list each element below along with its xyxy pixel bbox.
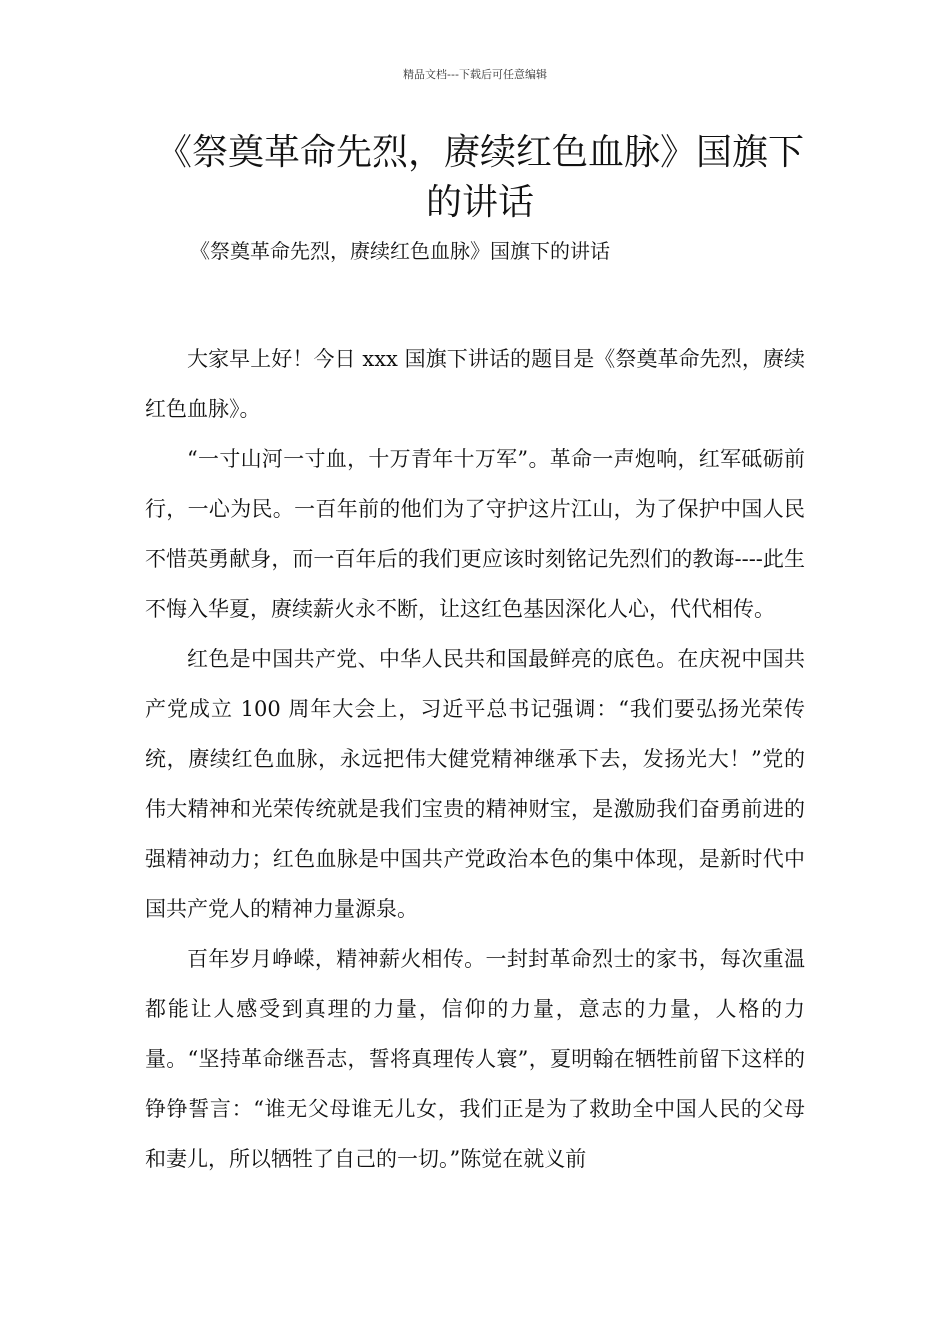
body-text xyxy=(145,334,805,1184)
paragraph: 红色是中国共产党、中华人民共和国最鲜亮的底色。在庆祝中国共产党成立 100 周年大会上，习近平总书记强调：“我们要弘扬光荣传统，赓续红色血脉，永远把伟大健党精神继承下去，发扬光大！”党的伟大精神和光荣传统就是我们宝贵的精神财宝，是激励我们奋勇前进的强精神动力；红色血脉是中国共产党政治本色的集中体现，是新时代中国共产党人的精神力量源泉。 xyxy=(145,647,805,921)
paragraph: “一寸山河一寸血，十万青年十万军”。革命一声炮响，红军砥砺前行，一心为民。一百年前的他们为了守护这片江山，为了保护中国人民不惜英勇献身，而一百年后的我们更应该时刻铭记先烈们的教诲----此生不悔入华夏，赓续薪火永不断，让这红色基因深化人心，代代相传。 xyxy=(145,447,805,621)
paragraph: 大家早上好！今日 xxx 国旗下讲话的题目是《祭奠革命先烈，赓续红色血脉》。 xyxy=(145,347,805,421)
header-note: 精品文档---下载后可任意编辑 xyxy=(403,68,547,81)
subtitle: 《祭奠革命先烈，赓续红色血脉》国旗下的讲话 xyxy=(190,239,610,263)
page-title: 《祭奠革命先烈，赓续红色血脉》国旗下的讲话 xyxy=(155,132,804,223)
paragraph: 百年岁月峥嵘，精神薪火相传。一封封革命烈士的家书，每次重温都能让人感受到真理的力量，信仰的力量，意志的力量，人格的力量。“坚持革命继吾志，誓将真理传人寰”，夏明翰在牺牲前留下这样的铮铮誓言：“谁无父母谁无儿女，我们正是为了救助全中国人民的父母和妻儿，所以牺牲了自己的一切。”陈觉在就义前 xyxy=(145,947,805,1171)
